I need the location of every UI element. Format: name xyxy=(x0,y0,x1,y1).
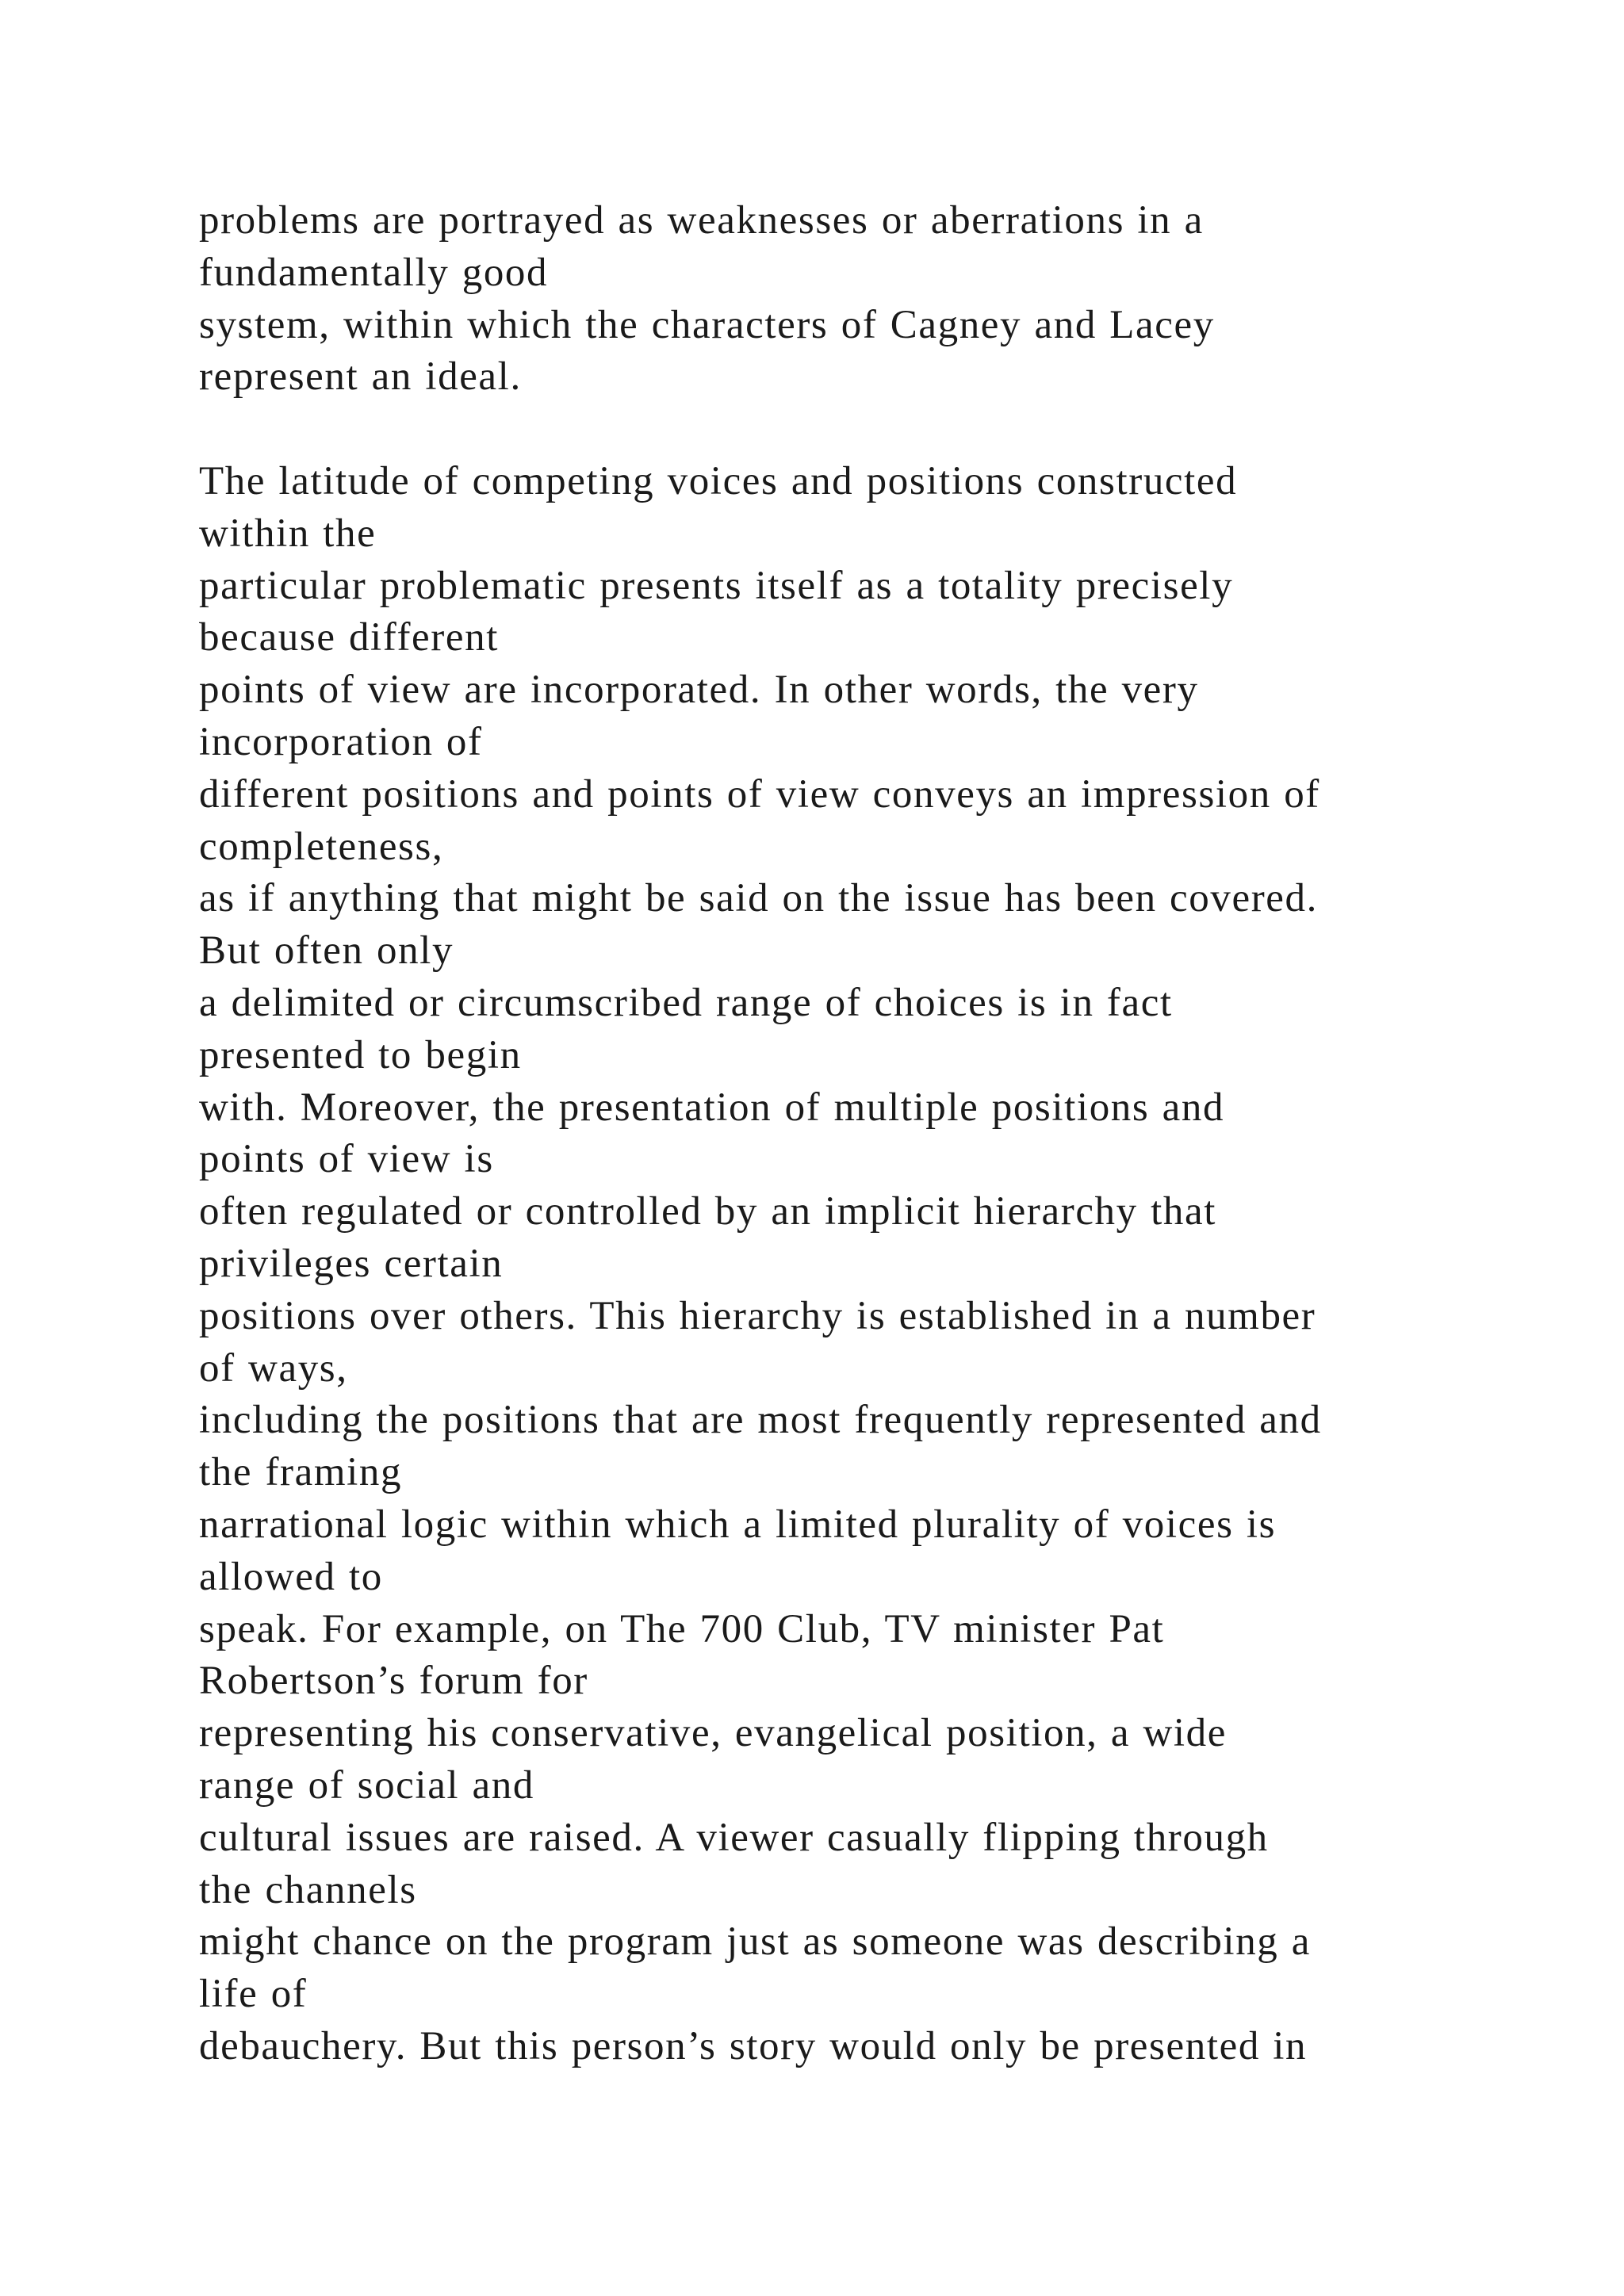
text-line: including the positions that are most frequently represented and xyxy=(199,1398,1322,1443)
text-line: a delimited or circumscribed range of choices is in fact xyxy=(199,980,1173,1025)
text-line: often regulated or controlled by an implicit hierarchy that xyxy=(199,1189,1216,1234)
text-line: privileges certain xyxy=(199,1241,504,1286)
text-line: different positions and points of view conveys an impression of xyxy=(199,771,1320,817)
paragraph-2 xyxy=(199,456,1547,2073)
text-line: Robertson’s forum for xyxy=(199,1659,588,1704)
text-line: life of xyxy=(199,1972,308,2017)
text-line: with. Moreover, the presentation of multiple positions and xyxy=(199,1085,1225,1130)
text-line: cultural issues are raised. A viewer casually flipping through xyxy=(199,1815,1269,1860)
text-line: allowed to xyxy=(199,1554,383,1599)
text-line: presented to begin xyxy=(199,1032,522,1077)
text-line: positions over others. This hierarchy is established in a number xyxy=(199,1293,1316,1338)
text-line: the channels xyxy=(199,1867,417,1912)
text-line: might chance on the program just as someone was describing a xyxy=(199,1919,1311,1965)
text-line: points of view are incorporated. In other words, the very xyxy=(199,668,1199,713)
paragraph-break xyxy=(199,404,1547,456)
text-line: as if anything that might be said on the issue has been covered. xyxy=(199,876,1318,921)
text-line: range of social and xyxy=(199,1762,534,1808)
text-line: fundamentally good xyxy=(199,250,549,295)
text-line: representing his conservative, evangelical position, a wide xyxy=(199,1711,1228,1756)
text-line: within the xyxy=(199,511,377,556)
text-line: particular problematic presents itself as a totality precisely xyxy=(199,563,1234,608)
text-line: represent an ideal. xyxy=(199,354,522,400)
text-line: completeness, xyxy=(199,824,444,869)
paragraph-1 xyxy=(199,195,1547,404)
body-text xyxy=(199,195,1547,2073)
text-line: narrational logic within which a limited plurality of voices is xyxy=(199,1502,1277,1547)
text-line: system, within which the characters of Cagney and Lacey xyxy=(199,302,1215,347)
text-line: because different xyxy=(199,615,499,660)
text-line: points of view is xyxy=(199,1137,494,1182)
text-line: incorporation of xyxy=(199,719,483,764)
text-line: of ways, xyxy=(199,1345,348,1391)
text-line: But often only xyxy=(199,928,454,974)
text-line: speak. For example, on The 700 Club, TV minister Pat xyxy=(199,1606,1165,1651)
text-line: the framing xyxy=(199,1450,403,1495)
text-line: debauchery. But this person’s story would only be presented in xyxy=(199,2023,1308,2068)
text-line: problems are portrayed as weaknesses or aberrations in a xyxy=(199,198,1204,243)
text-line: The latitude of competing voices and positions constructed xyxy=(199,458,1238,503)
